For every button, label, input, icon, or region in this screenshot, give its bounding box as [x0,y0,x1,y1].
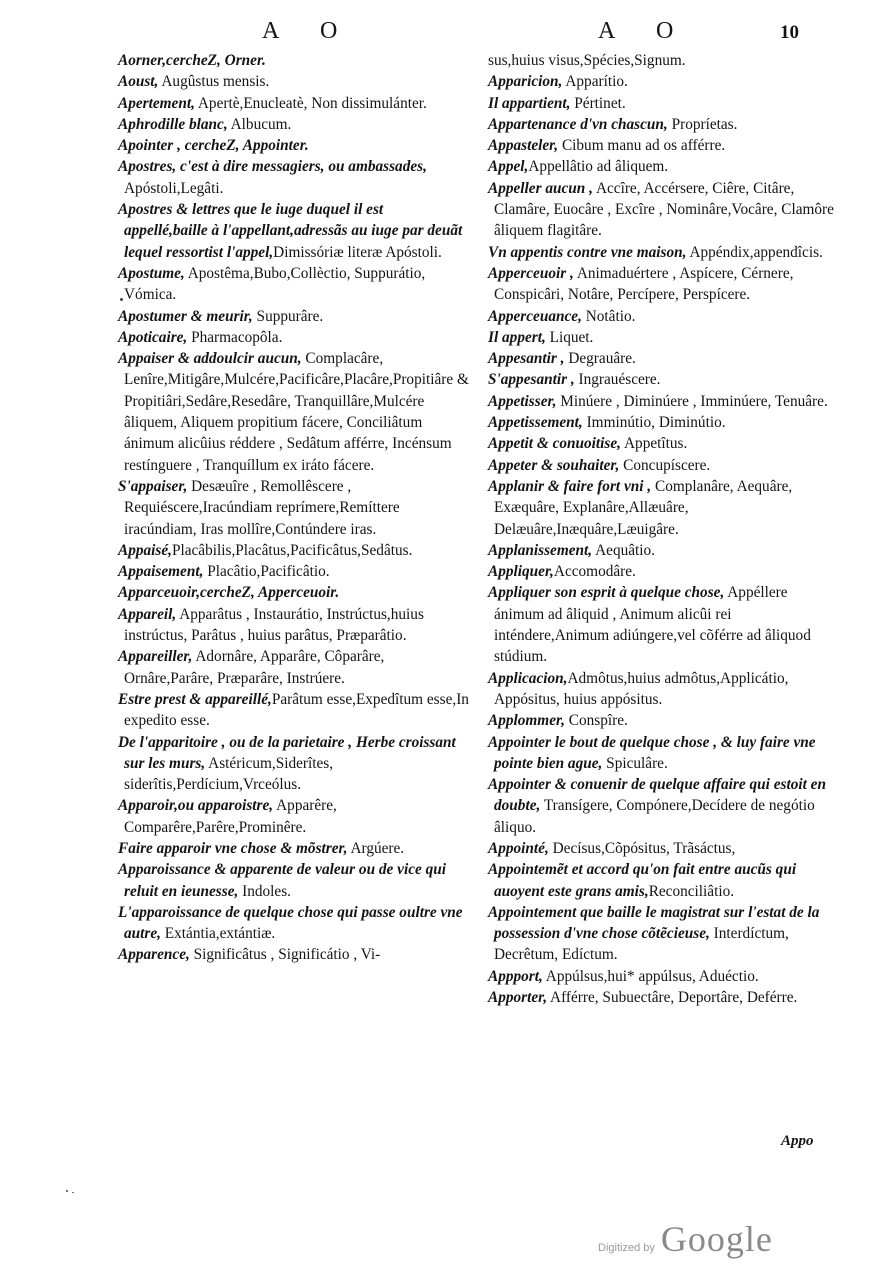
entry-headword: Aoust, [118,73,159,91]
entry-translation: Transígere, Compónere,Decídere de negótio âliquo. [494,797,815,836]
dictionary-entry [118,604,470,647]
right-column [488,50,834,1008]
entry-translation: Accîre, Accérsere, Ciêre, Citâre, Clamâre, Euocâre , Excîre , Nominâre,Vocâre, Clamôre âliquem flagitâre. [494,179,834,240]
entry-headword: Apperceuoir , [488,264,574,282]
entry-translation: Notâtio. [581,307,636,325]
dictionary-entry [118,859,470,902]
entry-translation: Interdíctum, Decrêtum, Edíctum. [494,925,789,964]
entry-headword: S'appaiser, [118,477,188,495]
entry-translation: Appetîtus. [621,435,688,453]
dictionary-entry [488,348,834,369]
entry-headword: Appetit & conuoitise, [488,435,622,453]
dictionary-entry [488,412,834,433]
dictionary-entry [118,944,470,965]
dictionary-entry [488,242,834,263]
dictionary-entry [488,114,834,135]
catchword: Appo [781,1133,814,1149]
entry-headword: Appareiller, [118,648,193,666]
running-head-right: A O [598,18,692,44]
entry-headword: Apointer , cercheZ, Appointer. [118,137,309,155]
entry-headword: Estre prest & appareillé, [118,690,272,708]
entry-headword: Apostume, [118,264,185,282]
entry-translation: Argúere. [347,839,405,857]
entry-translation: Apóstoli,Legâti. [124,179,224,197]
entry-translation: Appúlsus,hui* appúlsus, Aduéctio. [542,967,759,985]
entry-translation: Indoles. [238,882,291,900]
entry-translation: Parâtum esse,Expedîtum esse,In expedito esse. [124,690,469,730]
entry-headword: Apparence, [118,946,190,964]
dictionary-entry [118,646,470,689]
entry-headword: Aorner,cercheZ, Orner. [118,52,266,69]
entry-translation: Pharmacopôla. [187,328,283,346]
entry-headword: Apostres & lettres que le iuge duquel il est appellé,baille à l'appellant,adressãs au iuge par deuãt lequel ressortist l'appel, [118,201,463,261]
dictionary-entry [118,348,470,476]
entry-headword: Faire apparoir vne chose & mõstrer, [118,839,348,857]
dictionary-entry [488,391,834,412]
dictionary-entry [118,135,470,156]
entry-translation: Astéricum,Siderîtes, siderîtis,Perdícium,Vrceólus. [124,754,334,794]
entry-headword: Applommer, [488,712,565,730]
entry-headword: Apperceuance, [488,307,582,325]
dictionary-entry [118,540,470,561]
dictionary-entry [488,327,834,348]
dictionary-entry [118,306,470,327]
entry-headword: Appaisement, [118,563,204,581]
entry-headword: Appareil, [118,605,177,623]
entry-translation: Afférre, Subuectâre, Deportâre, Deférre. [547,989,798,1007]
entry-headword: Apertement, [118,94,195,112]
ink-speck [66,1190,68,1192]
entry-headword: Appointé, [488,839,549,857]
ink-speck [120,298,123,301]
entry-headword: Appartenance d'vn chascun, [488,115,668,133]
entry-headword: Appesantir , [488,350,565,368]
watermark-prefix: Digitized by [598,1242,655,1254]
dictionary-entry [488,71,834,92]
entry-headword: Applanir & faire fort vni , [488,477,652,495]
entry-translation: Dimissóriæ literæ Apóstoli. [273,243,442,261]
entry-headword: Appetissement, [488,414,583,432]
entry-translation: Liquet. [545,328,594,346]
dictionary-entry [488,135,834,156]
dictionary-entry [488,540,834,561]
entry-translation: Appéllere ánimum ad âliquid , Animum alicûi rei inténdere,Animum adiúngere,vel cõférre ad âliquod stúdium. [494,584,811,666]
dictionary-entry [118,50,470,71]
dictionary-entry [488,263,834,306]
entry-translation: Minúere , Diminúere , Imminúere, Tenuâre. [556,392,828,410]
entry-headword: Appeller aucun , [488,179,593,197]
dictionary-entry [118,689,470,732]
entry-headword: L'apparoissance de quelque chose qui passe oultre vne autre, [118,903,463,943]
entry-translation: Apparêre, Comparêre,Parêre,Prominêre. [124,797,337,836]
entry-translation: Pértinet. [570,94,626,112]
dictionary-entry [488,476,834,540]
running-head-left: A O [262,18,356,44]
entry-headword: Apostres, c'est à dire messagiers, ou ambassades, [118,158,427,176]
entry-headword: Appasteler, [488,137,559,155]
entry-headword: Appliquer, [488,563,554,581]
entry-translation: Accomodâre. [553,563,636,581]
dictionary-entry [118,114,470,135]
dictionary-entry [118,199,470,263]
entry-translation: Placâbilis,Placâtus,Pacificâtus,Sedâtus. [171,541,413,559]
dictionary-entry [488,902,834,966]
dictionary-entry [488,561,834,582]
dictionary-entry [118,582,470,603]
entry-headword: Appointement que baille le magistrat sur l'estat de la possession d'vne chose cõtẽcieuse, [488,903,820,943]
entry-headword: Apostumer & meurir, [118,307,253,325]
dictionary-entry [488,50,834,71]
page-number: 10 [780,22,799,43]
dictionary-entry [488,859,834,902]
digitized-watermark [598,1218,773,1260]
dictionary-entry [118,93,470,114]
entry-headword: Applanissement, [488,541,593,559]
entry-headword: Vn appentis contre vne maison, [488,243,687,261]
dictionary-entry [118,476,470,540]
entry-translation: Decísus,Cõpósitus, Trãsáctus, [548,839,736,857]
dictionary-entry [488,455,834,476]
entry-translation: Degrauâre. [564,350,636,368]
dictionary-entry [488,668,834,711]
entry-translation: Extántia,extántiæ. [160,925,276,943]
entry-headword: De l'apparitoire , ou de la parietaire , Herbe croissant sur les murs, [118,733,456,772]
dictionary-entry [118,838,470,859]
entry-translation: Suppurâre. [252,307,324,325]
entry-headword: Apparoir,ou apparoistre, [118,797,274,815]
dictionary-entry [118,327,470,348]
entry-headword: Appointemẽt et accord qu'on fait entre aucũs qui auoyent este grans amis, [488,861,797,900]
watermark-brand: Google [660,1219,773,1259]
entry-translation: Appellâtio ad âliquem. [528,158,669,176]
dictionary-entry [488,156,834,177]
dictionary-entry [118,156,470,199]
dictionary-entry [488,433,834,454]
dictionary-entry [118,902,470,945]
entry-translation: Reconciliâtio. [648,882,735,900]
dictionary-entry [488,306,834,327]
entry-headword: Appel, [488,158,529,176]
entry-headword: Apporter, [488,989,548,1007]
entry-headword: Il appert, [488,328,546,346]
entry-translation: Apparâtus , Instaurátio, Instrúctus,huius instrúctus, Parâtus , huius parâtus, Præparâtio. [124,605,424,645]
entry-headword: Appeter & souhaiter, [488,456,620,474]
entry-translation: Aequâtio. [592,541,656,559]
entry-translation: Animaduértere , Aspícere, Cérnere, Conspicâri, Notâre, Percípere, Perspícere. [494,264,794,304]
entry-headword: Appaiser & addoulcir aucun, [118,350,302,368]
dictionary-entry [488,987,834,1008]
dictionary-entry [488,710,834,731]
entry-translation: Concupíscere. [619,456,711,474]
dictionary-entry [118,561,470,582]
dictionary-entry [118,795,470,838]
dictionary-entry [488,838,834,859]
entry-headword: Appliquer son esprit à quelque chose, [488,584,725,602]
entry-translation: Apparítio. [562,73,628,91]
entry-translation: Desæuîre , Remollêscere , Requiéscere,Iracúndiam reprímere,Remíttere iracúndiam, Iras mollîre,Contúndere iras. [124,477,400,538]
entry-headword: Appointer & conuenir de quelque affaire qui estoit en doubte, [488,776,826,815]
dictionary-entry [118,71,470,92]
dictionary-entry [488,369,834,390]
entry-headword: Applicacion, [488,669,568,687]
left-column [118,50,470,966]
dictionary-entry [488,582,834,667]
entry-headword: S'appesantir , [488,371,575,389]
entry-translation: Cibum manu ad os afférre. [558,137,726,155]
dictionary-entry [488,178,834,242]
entry-headword: Appport, [488,967,543,985]
entry-translation: Placâtio,Pacificâtio. [203,563,330,581]
entry-translation: Adornâre, Apparâre, Côparâre, Ornâre,Parâre, Præparâre, Instrúere. [124,648,385,687]
entry-translation: Apostêma,Bubo,Collèctio, Suppurátio, Vómica. [124,264,426,304]
entry-headword: Appetisser, [488,392,557,410]
entry-headword: Appointer le bout de quelque chose , & luy faire vne pointe bien ague, [488,733,816,772]
entry-translation: Admôtus,huius admôtus,Applicátio, Appósitus, huius appósitus. [494,669,789,708]
dictionary-entry [488,966,834,987]
ink-speck [72,1192,74,1193]
entry-translation: Imminútio, Diminútio. [582,414,726,432]
entry-translation: Complanâre, Aequâre, Exæquâre, Explanâre,Allæuâre, Delæuâre,Inæquâre,Læuigâre. [494,477,793,538]
entry-headword: Apparceuoir,cercheZ, Apperceuoir. [118,584,340,602]
entry-translation: Conspîre. [564,712,628,730]
entry-translation: Propríetas. [667,115,738,133]
entry-translation: Albucum. [227,115,292,133]
dictionary-entry [488,93,834,114]
entry-translation: Ingrauéscere. [574,371,661,389]
entry-translation: Significâtus , Significátio , Vi- [189,946,381,964]
entry-translation: Complacâre, Lenîre,Mitigâre,Mulcére,Pacificâre,Placâre,Propitiâre & Propitiâri,Sedâre,Resedâre, Tranquillâre,Mulcére âliquem, Aliquem propitium fácere, Conciliâtum ánimum alicûius réddere , Sedâtum afférre, Incénsum restínguere , Tranquíllum ex iráto fácere. [124,350,469,474]
entry-headword: Apparoissance & apparente de valeur ou de vice qui reluit en ieunesse, [118,861,447,900]
dictionary-entry [118,263,470,306]
dictionary-entry [488,774,834,838]
entry-translation: Augûstus mensis. [158,73,270,91]
entry-headword: Aphrodille blanc, [118,115,228,133]
entry-translation: Apertè,Enucleatè, Non dissimulánter. [194,94,427,112]
dictionary-entry [488,732,834,775]
entry-translation: sus,huius visus,Spécies,Signum. [488,52,686,69]
entry-translation: Appéndix,appendîcis. [686,243,823,261]
entry-headword: Il appartient, [488,94,571,112]
entry-headword: Apoticaire, [118,328,188,346]
dictionary-entry [118,732,470,796]
entry-headword: Appaisé, [118,541,172,559]
entry-headword: Apparicion, [488,73,563,91]
entry-translation: Spiculâre. [602,754,668,772]
